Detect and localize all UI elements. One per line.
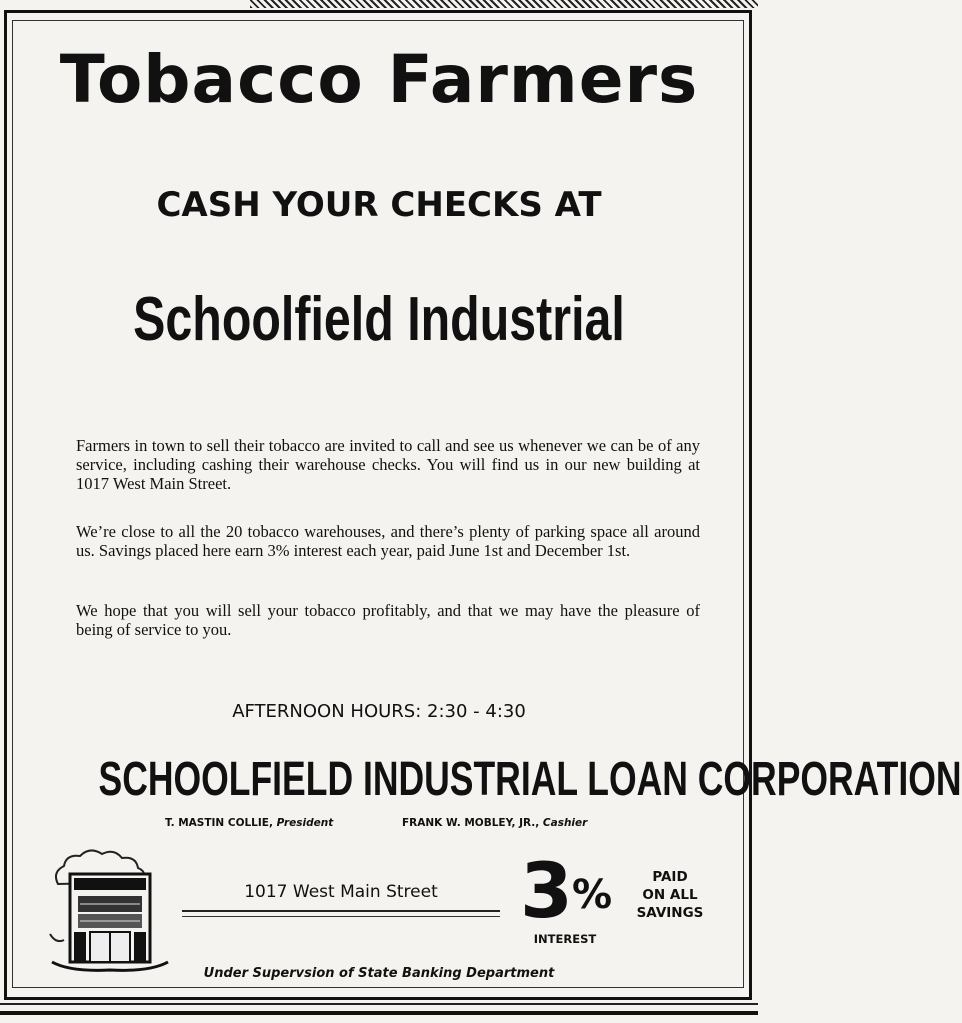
interest-label: INTEREST [533, 932, 597, 946]
officer-name: T. MASTIN COLLIE, [165, 817, 273, 829]
officer-name: FRANK W. MOBLEY, JR., [402, 817, 540, 829]
corporation-name: SCHOOLFIELD INDUSTRIAL LOAN CORPORATION [98, 753, 962, 806]
body-paragraph: We’re close to all the 20 tobacco warehouses, and there’s plenty of parking space all around us. Savings placed here earn 3% interest each year, paid June 1st and December 1st. [76, 522, 700, 560]
officer-title: Cashier [542, 817, 588, 829]
headline: Tobacco Farmers [59, 41, 699, 118]
paid-on-all-savings [634, 868, 706, 922]
ad-inner-border [12, 20, 962, 988]
subheadline: CASH YOUR CHECKS AT [156, 185, 602, 225]
officer-cashier [402, 816, 587, 830]
address-rule [182, 916, 500, 917]
bottom-rule [0, 1003, 758, 1005]
building-illustration [50, 844, 170, 974]
percent-sign: % [572, 872, 613, 918]
street-address: 1017 West Main Street [244, 882, 438, 902]
paid-label-line: SAVINGS [636, 905, 704, 921]
bottom-rule [0, 1011, 758, 1015]
paid-label-line: ON ALL [642, 887, 698, 903]
paid-label-line: PAID [652, 869, 688, 885]
officer-president [165, 816, 333, 830]
institution-name: Schoolfield Industrial [133, 285, 625, 354]
afternoon-hours: AFTERNOON HOURS: 2:30 - 4:30 [232, 701, 526, 722]
body-paragraph: Farmers in town to sell their tobacco are invited to call and see us whenever we can be of any service, including cashing their warehouse checks. You will find us in our new building at 1017 West Main Street. [76, 436, 700, 493]
supervision-note: Under Supervsion of State Banking Department [203, 966, 555, 981]
top-decorative-border [250, 0, 758, 8]
officer-title: President [276, 817, 334, 829]
interest-rate-number: 3 [520, 846, 573, 935]
address-rule [182, 910, 500, 912]
body-paragraph: We hope that you will sell your tobacco profitably, and that we may have the pleasure of being of service to you. [76, 601, 700, 639]
